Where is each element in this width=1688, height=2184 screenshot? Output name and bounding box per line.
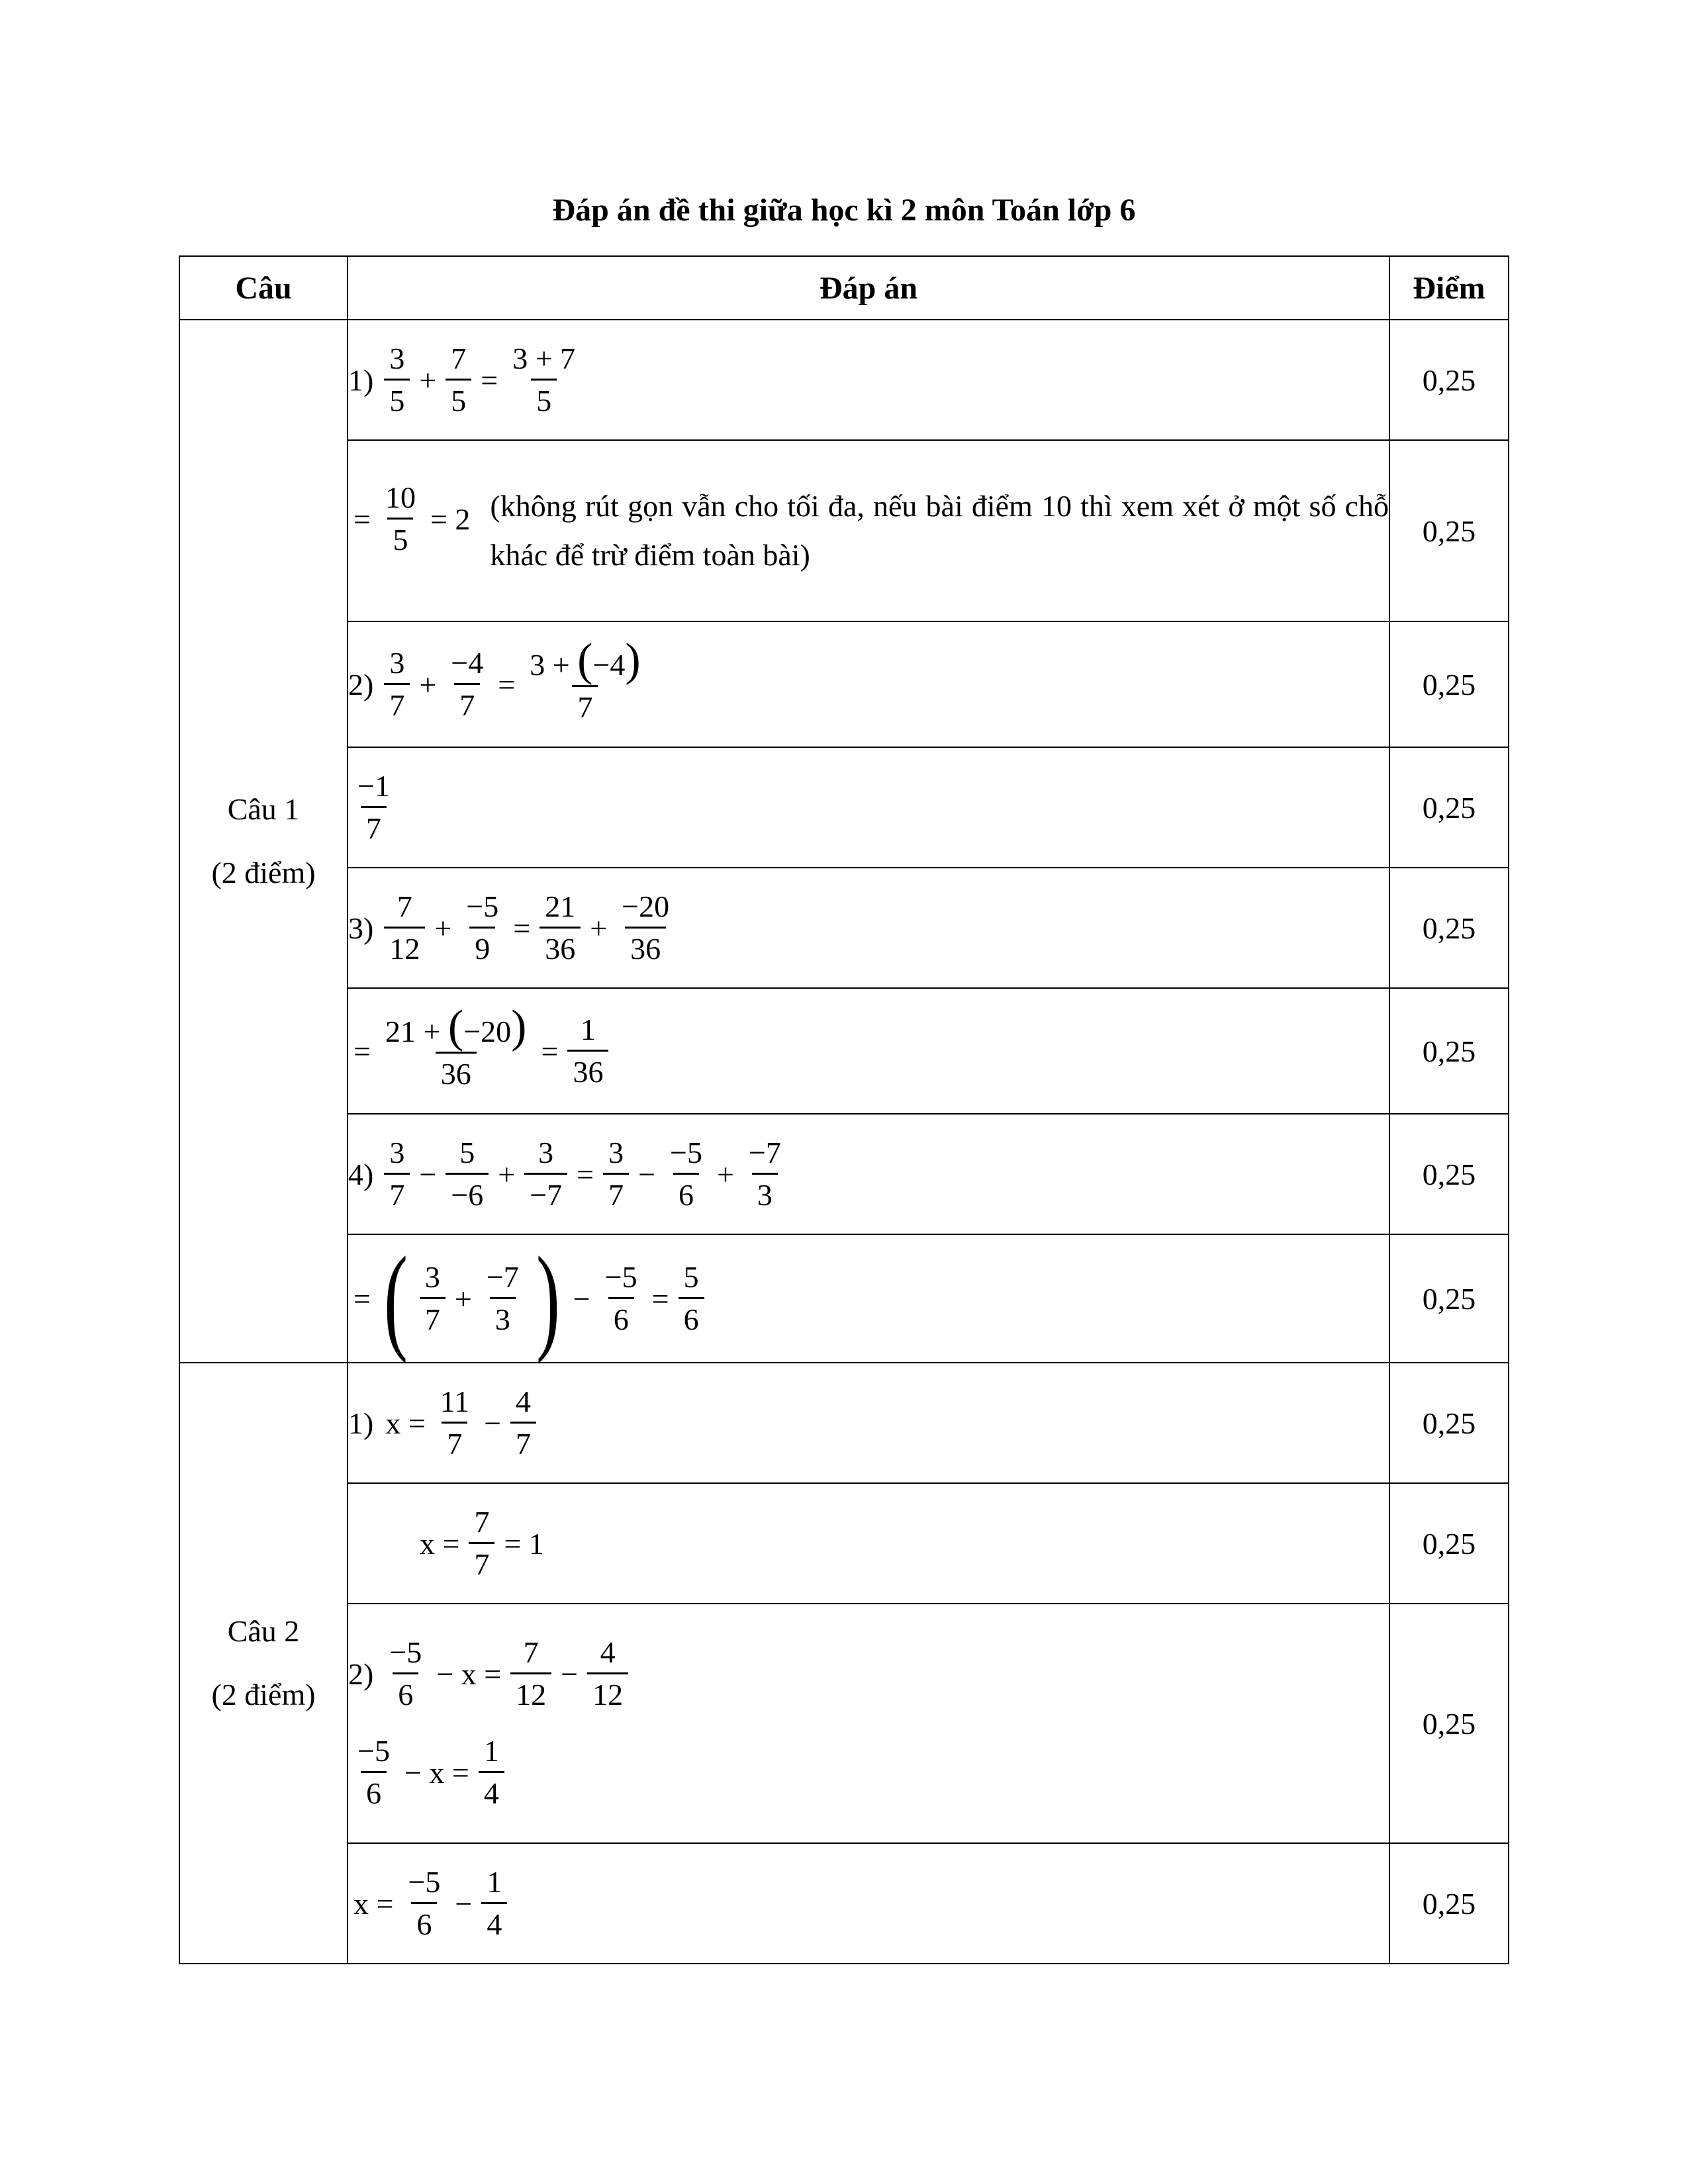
table-row bbox=[179, 440, 1509, 621]
score-cell: 0,25 bbox=[1389, 988, 1509, 1114]
table-row bbox=[179, 988, 1509, 1114]
score-cell: 0,25 bbox=[1389, 320, 1509, 440]
score-cell: 0,25 bbox=[1389, 1843, 1509, 1964]
score-cell: 0,25 bbox=[1389, 1604, 1509, 1843]
header-dap-an: Đáp án bbox=[348, 256, 1389, 320]
answer-cell: 2) $\frac{-5}{6}$ − x = $\frac{7}{12}$ − $\frac{4}{12}$ $\frac{-5}{6}$ − x = $\frac{1}{4}$ bbox=[348, 1604, 1389, 1843]
part-label: 4) bbox=[348, 1157, 374, 1191]
header-cau: Câu bbox=[179, 256, 348, 320]
score-cell: 0,25 bbox=[1389, 440, 1509, 621]
table-row bbox=[179, 747, 1509, 868]
table-row bbox=[179, 621, 1509, 747]
part-label: 2) bbox=[348, 1657, 374, 1691]
answer-cell: = $\frac{21 + (-20)}{36}$ = $\frac{1}{36}$ bbox=[348, 988, 1389, 1114]
score-cell: 0,25 bbox=[1389, 747, 1509, 868]
answer-cell: = ( $\frac{3}{7}$ + $\frac{-7}{3}$ ) − $\frac{-5}{6}$ = $\frac{5}{6}$ bbox=[348, 1234, 1389, 1363]
part-label: 1) bbox=[348, 1406, 374, 1440]
question-cell-1 bbox=[179, 320, 348, 1363]
question-cell-2 bbox=[179, 1363, 348, 1964]
table-row bbox=[179, 320, 1509, 440]
answer-cell: 1) x = $\frac{11}{7}$ − $\frac{4}{7}$ bbox=[348, 1363, 1389, 1483]
question-points: (2 điểm) bbox=[211, 856, 316, 889]
header-row bbox=[179, 256, 1509, 320]
score-cell: 0,25 bbox=[1389, 1483, 1509, 1604]
part-label: 3) bbox=[348, 911, 374, 945]
answer-cell: 2) $\frac{3}{7}$ + $\frac{-4}{7}$ = $\frac{3 + (-4)}{7}$ bbox=[348, 621, 1389, 747]
part-label: 2) bbox=[348, 667, 374, 702]
table-row bbox=[179, 1363, 1509, 1483]
score-cell: 0,25 bbox=[1389, 1363, 1509, 1483]
answer-cell: $\frac{-1}{7}$ bbox=[348, 747, 1389, 868]
header-diem: Điểm bbox=[1389, 256, 1509, 320]
answer-note: (không rút gọn vẫn cho tối đa, nếu bài điểm 10 thì xem xét ở một số chỗ khác để trừ điểm toàn bài) bbox=[490, 489, 1389, 572]
answer-cell: x = $\frac{7}{7}$ = 1 bbox=[348, 1483, 1389, 1604]
page-title: Đáp án đề thi giữa học kì 2 môn Toán lớp 6 bbox=[552, 193, 1136, 228]
part-label: 1) bbox=[348, 363, 374, 397]
score-cell: 0,25 bbox=[1389, 1234, 1509, 1363]
answer-cell: 4) $\frac{3}{7}$ − $\frac{5}{-6}$ + $\frac{3}{-7}$ = $\frac{3}{7}$ − $\frac{-5}{6}$ + $\frac{-7}{3}$ bbox=[348, 1114, 1389, 1234]
table-row bbox=[179, 1483, 1509, 1604]
answer-cell: x = $\frac{-5}{6}$ − $\frac{1}{4}$ bbox=[348, 1843, 1389, 1964]
score-cell: 0,25 bbox=[1389, 1114, 1509, 1234]
table-row bbox=[179, 1114, 1509, 1234]
table-row bbox=[179, 1843, 1509, 1964]
question-label: Câu 2 bbox=[227, 1614, 300, 1648]
score-cell: 0,25 bbox=[1389, 621, 1509, 747]
answer-cell: 1) $\frac{3}{5}$ + $\frac{7}{5}$ = $\frac{3 + 7}{5}$ bbox=[348, 320, 1389, 440]
table-row bbox=[179, 1604, 1509, 1843]
answer-cell: 3) $\frac{7}{12}$ + $\frac{-5}{9}$ = $\frac{21}{36}$ + $\frac{-20}{36}$ bbox=[348, 868, 1389, 988]
table-row bbox=[179, 868, 1509, 988]
answer-table bbox=[179, 255, 1509, 1964]
table-row bbox=[179, 1234, 1509, 1363]
score-cell: 0,25 bbox=[1389, 868, 1509, 988]
question-points: (2 điểm) bbox=[211, 1678, 316, 1711]
question-label: Câu 1 bbox=[227, 792, 300, 826]
answer-cell: = $\frac{10}{5}$ = 2 (không rút gọn vẫn cho tối đa, nếu bài điểm 10 thì xem xét ở một số chỗ khác để trừ điểm toàn bài) bbox=[348, 440, 1389, 621]
